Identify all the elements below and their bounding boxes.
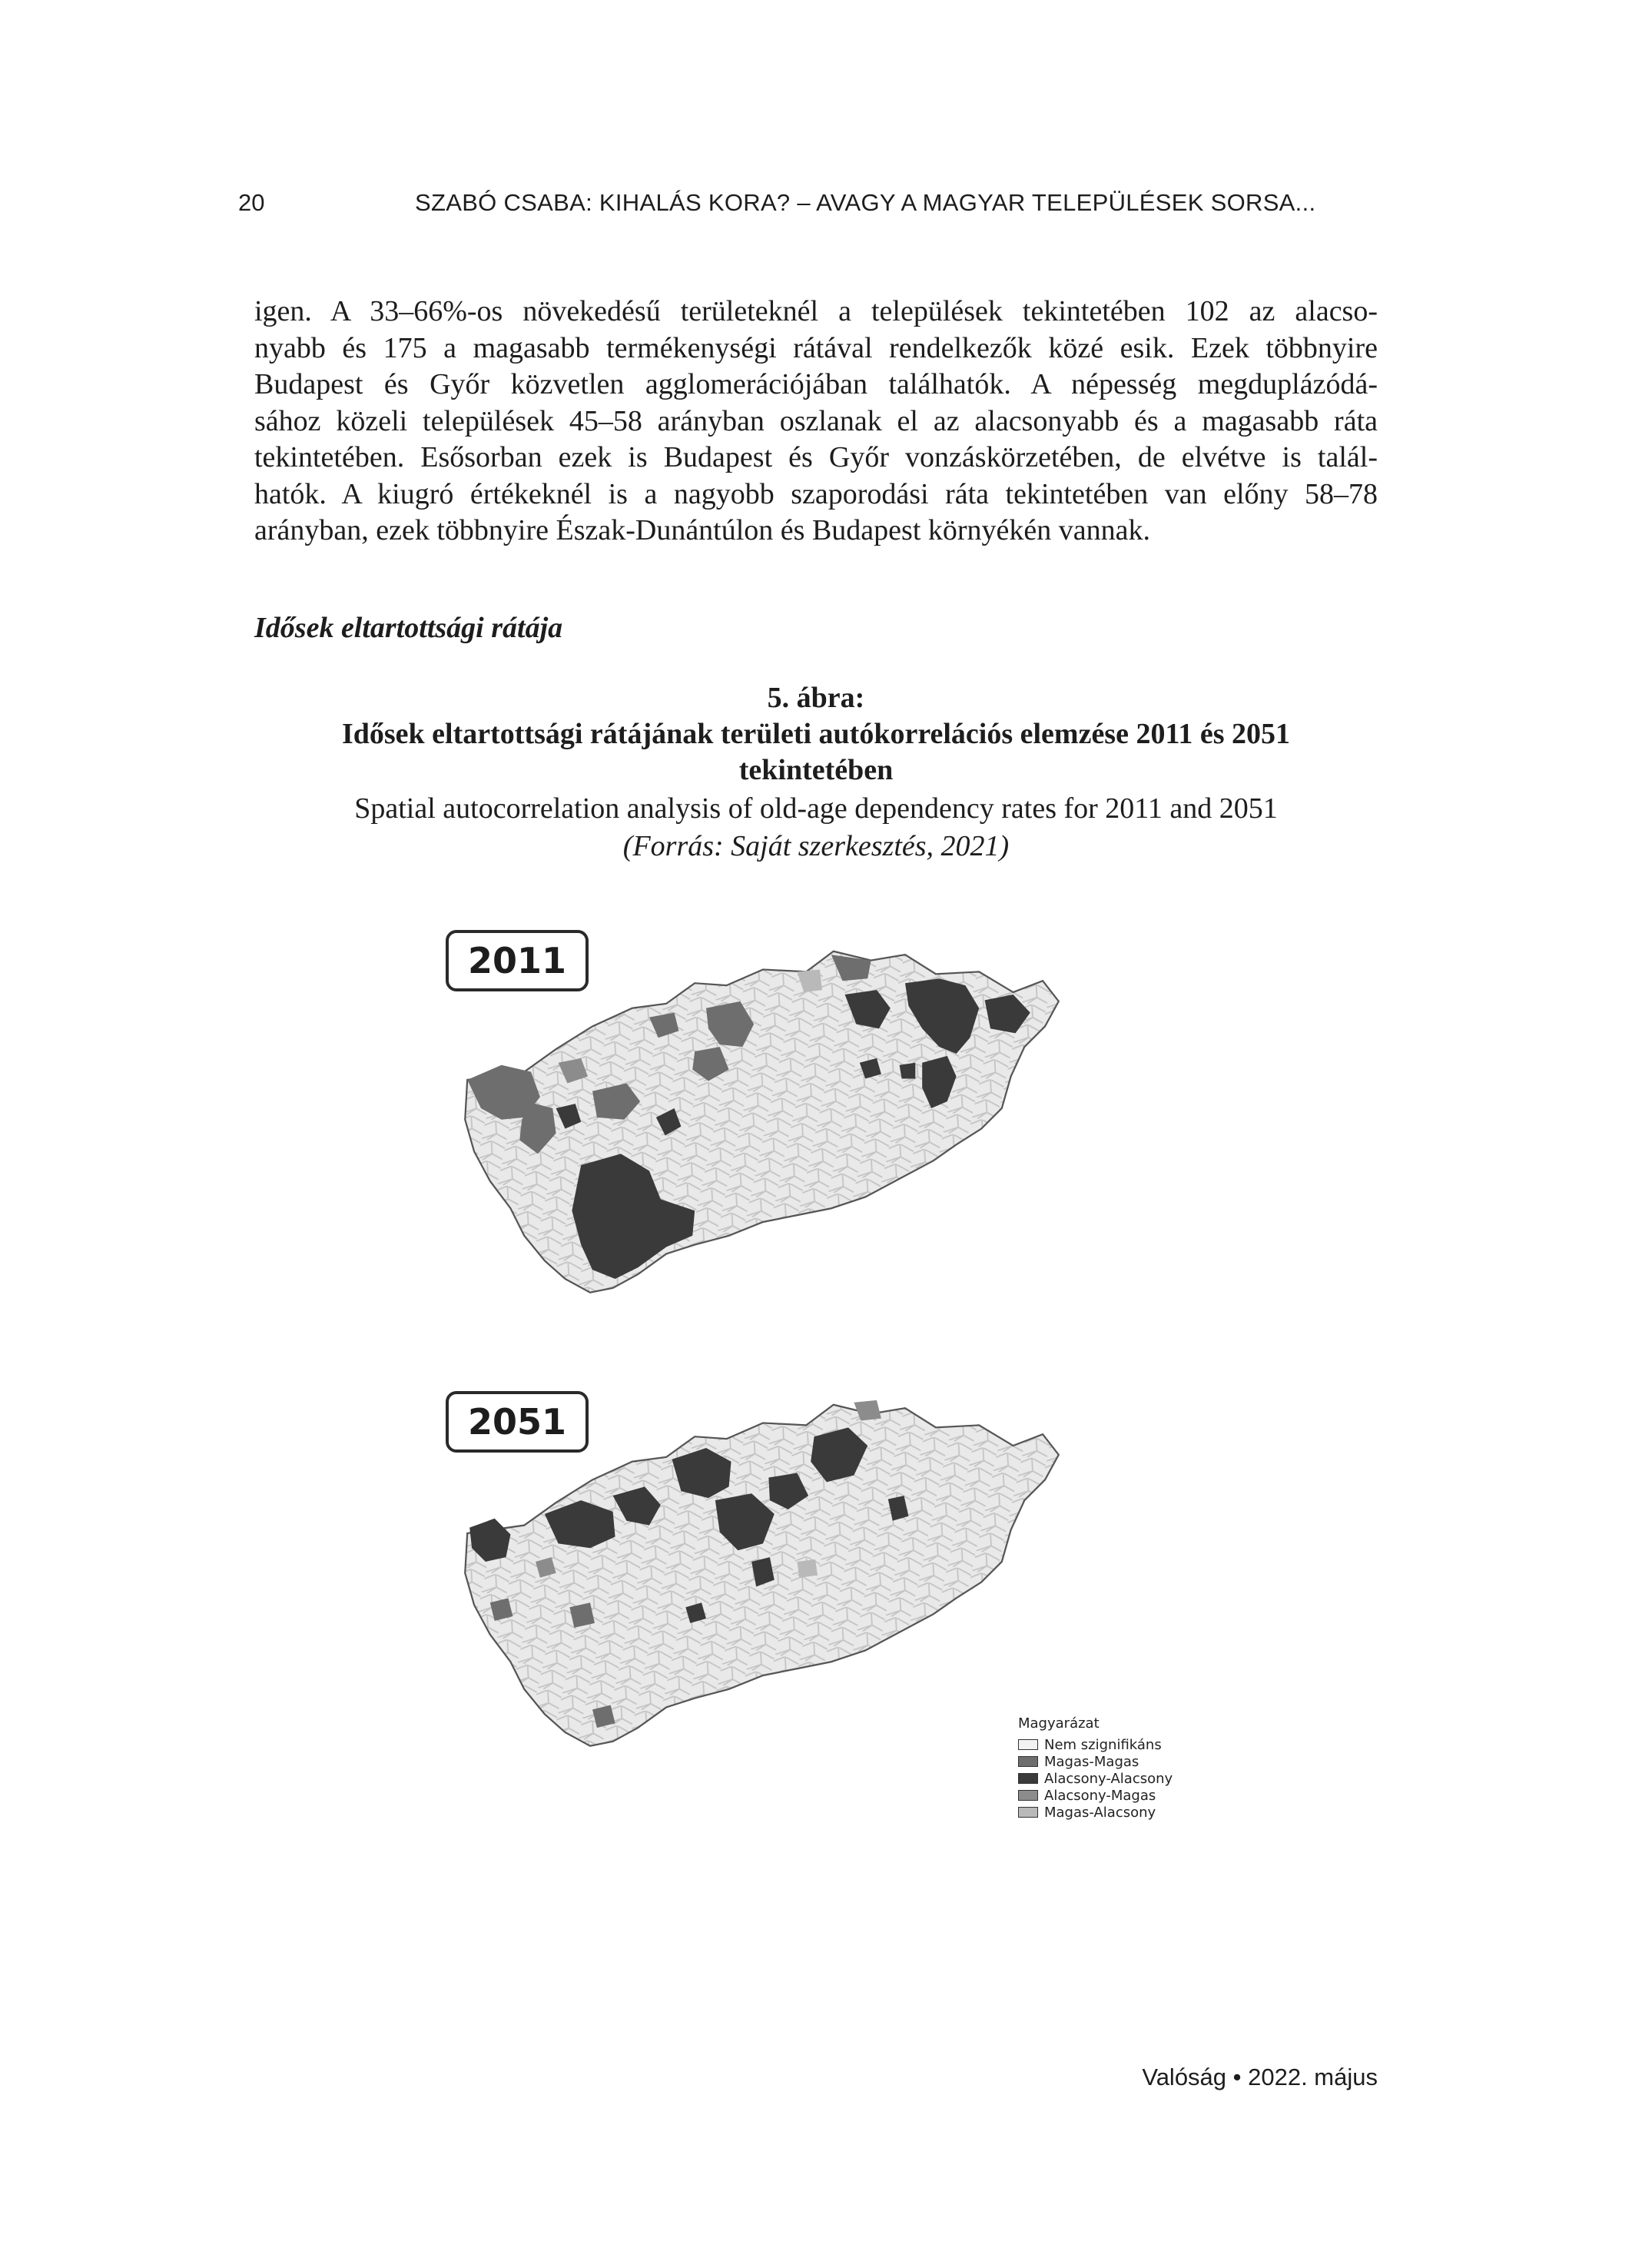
cluster-magas-alacsony: [797, 1559, 818, 1578]
legend-item: [1018, 1770, 1173, 1787]
figure-number: 5. ábra:: [767, 682, 865, 714]
legend-label: Magas-Alacsony: [1044, 1804, 1156, 1821]
legend-item: [1018, 1787, 1173, 1804]
cluster-magas-magas: [569, 1602, 595, 1628]
figure-title-en: Spatial autocorrelation analysis of old-age dependency rates for 2011 and 2051: [354, 792, 1278, 825]
cluster-alacsony-alacsony: [900, 1063, 916, 1079]
body-line: Budapest és Győr közvetlen agglomerációjában találhatók. A népesség megduplázódá-: [254, 368, 1378, 400]
body-line: sához közeli települések 45–58 arányban oszlanak el az alacsonyabb és a magasabb ráta: [254, 404, 1378, 437]
figure-title-hu: Idősek eltartottsági rátájának területi autókorrelációs elemzése 2011 és 2051: [341, 718, 1291, 750]
legend-title: Magyarázat: [1018, 1715, 1100, 1732]
legend-swatch: [1018, 1739, 1038, 1750]
body-line: hatók. A kiugró értékeknél is a nagyobb szaporodási ráta tekintetében van előny 58–78: [254, 477, 1378, 510]
legend-item: [1018, 1753, 1173, 1770]
body-line: arányban, ezek többnyire Észak-Dunántúlon és Budapest környékén vannak.: [254, 514, 1150, 546]
legend-item: [1018, 1736, 1173, 1753]
figure-source: (Forrás: Saját szerkesztés, 2021): [622, 830, 1010, 862]
year-label-2051: 2051: [446, 1391, 589, 1453]
body-line: igen. A 33–66%-os növekedésű területeknél a települések tekintetében 102 az alacso-: [254, 295, 1378, 327]
legend-label: Magas-Magas: [1044, 1753, 1139, 1770]
legend-swatch: [1018, 1773, 1038, 1784]
body-paragraph: [254, 294, 1378, 550]
legend-swatch: [1018, 1756, 1038, 1767]
legend-label: Alacsony-Magas: [1044, 1787, 1156, 1804]
body-line: nyabb és 175 a magasabb termékenységi rátával rendelkezők közé esik. Ezek többnyire: [254, 331, 1378, 364]
map-legend: [1018, 1715, 1173, 1821]
legend-label: Nem szignifikáns: [1044, 1736, 1162, 1753]
running-title: SZABÓ CSABA: KIHALÁS KORA? – AVAGY A MAGYAR TELEPÜLÉSEK SORSA...: [415, 189, 1316, 216]
figure-maps: [442, 907, 1210, 1860]
legend-swatch: [1018, 1790, 1038, 1801]
section-heading: Idősek eltartottsági rátája: [254, 612, 563, 644]
figure-title-hu-continued: tekintetében: [738, 754, 894, 786]
page-number: 20: [238, 189, 265, 216]
page-footer: Valóság • 2022. május: [1142, 2064, 1378, 2090]
body-line: tekintetében. Esősorban ezek is Budapest és Győr vonzáskörzetében, de elvétve is talál-: [254, 441, 1378, 473]
legend-swatch: [1018, 1807, 1038, 1818]
legend-label: Alacsony-Alacsony: [1044, 1770, 1173, 1787]
legend-item: [1018, 1804, 1173, 1821]
year-label-2011: 2011: [446, 930, 589, 991]
